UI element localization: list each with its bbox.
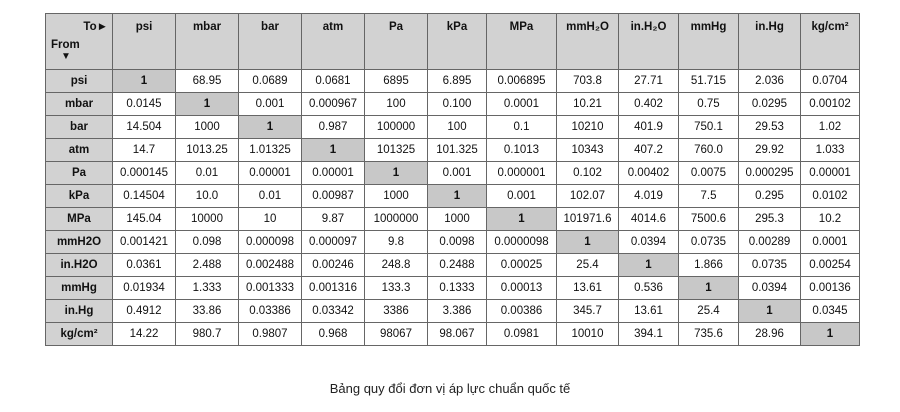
table-cell: 14.7: [113, 139, 176, 162]
table-cell: 394.1: [619, 323, 679, 346]
table-row: [46, 300, 860, 323]
table-cell: 0.0689: [239, 70, 302, 93]
table-cell: 0.000001: [487, 162, 557, 185]
table-cell: 0.1013: [487, 139, 557, 162]
row-header: MPa: [46, 208, 113, 231]
table-cell: 0.001316: [302, 277, 365, 300]
table-cell: 10: [239, 208, 302, 231]
table-cell: 0.4912: [113, 300, 176, 323]
row-header: Pa: [46, 162, 113, 185]
table-cell: 29.92: [739, 139, 801, 162]
table-cell: 0.001421: [113, 231, 176, 254]
table-cell: 10.2: [801, 208, 860, 231]
table-cell: 2.488: [176, 254, 239, 277]
table-cell: 750.1: [679, 116, 739, 139]
column-header: atm: [302, 14, 365, 70]
table-cell: 0.9807: [239, 323, 302, 346]
conversion-table-wrapper: [45, 13, 860, 346]
column-header: mbar: [176, 14, 239, 70]
table-cell: 0.0001: [487, 93, 557, 116]
table-cell: 0.006895: [487, 70, 557, 93]
table-cell: 98.067: [428, 323, 487, 346]
table-cell: 3.386: [428, 300, 487, 323]
row-header: in.Hg: [46, 300, 113, 323]
column-header: Pa: [365, 14, 428, 70]
table-body: [46, 70, 860, 346]
table-cell: 10.0: [176, 185, 239, 208]
table-cell: 0.0735: [739, 254, 801, 277]
table-cell: 0.00402: [619, 162, 679, 185]
table-cell: 0.03342: [302, 300, 365, 323]
table-cell: 0.0075: [679, 162, 739, 185]
table-cell: 0.536: [619, 277, 679, 300]
table-cell: 0.0145: [113, 93, 176, 116]
table-cell: 1.033: [801, 139, 860, 162]
table-cell: 0.0681: [302, 70, 365, 93]
table-cell: 0.2488: [428, 254, 487, 277]
table-row: [46, 277, 860, 300]
to-label: To: [83, 21, 97, 33]
table-cell: 407.2: [619, 139, 679, 162]
table-cell: 1.333: [176, 277, 239, 300]
table-cell: 345.7: [557, 300, 619, 323]
table-cell: 0.0394: [739, 277, 801, 300]
table-cell: 10000: [176, 208, 239, 231]
table-cell: 13.61: [557, 277, 619, 300]
table-cell: 0.0001: [801, 231, 860, 254]
table-row: [46, 116, 860, 139]
table-cell: 0.00001: [239, 162, 302, 185]
table-cell: 0.75: [679, 93, 739, 116]
table-cell: 3386: [365, 300, 428, 323]
table-cell: 0.00987: [302, 185, 365, 208]
row-header: mmH2O: [46, 231, 113, 254]
column-header: mmHg: [679, 14, 739, 70]
table-cell: 133.3: [365, 277, 428, 300]
table-cell: 760.0: [679, 139, 739, 162]
table-cell: 0.1: [487, 116, 557, 139]
table-cell: 0.402: [619, 93, 679, 116]
table-cell: 0.00289: [739, 231, 801, 254]
diagonal-cell: 1: [557, 231, 619, 254]
diagonal-cell: 1: [619, 254, 679, 277]
table-cell: 0.00025: [487, 254, 557, 277]
table-cell: 0.00013: [487, 277, 557, 300]
table-cell: 102.07: [557, 185, 619, 208]
table-cell: 0.00001: [801, 162, 860, 185]
table-cell: 9.8: [365, 231, 428, 254]
table-cell: 0.0981: [487, 323, 557, 346]
table-cell: 0.0394: [619, 231, 679, 254]
table-cell: 100000: [365, 116, 428, 139]
column-header: MPa: [487, 14, 557, 70]
table-cell: 0.0102: [801, 185, 860, 208]
row-header: bar: [46, 116, 113, 139]
table-cell: 6895: [365, 70, 428, 93]
corner-header: [46, 14, 113, 70]
table-row: [46, 208, 860, 231]
table-cell: 0.00102: [801, 93, 860, 116]
table-cell: 0.987: [302, 116, 365, 139]
diagonal-cell: 1: [801, 323, 860, 346]
table-cell: 0.100: [428, 93, 487, 116]
table-cell: 100: [365, 93, 428, 116]
table-cell: 29.53: [739, 116, 801, 139]
table-row: [46, 93, 860, 116]
table-cell: 1.02: [801, 116, 860, 139]
table-cell: 14.22: [113, 323, 176, 346]
table-cell: 10210: [557, 116, 619, 139]
table-cell: 0.00254: [801, 254, 860, 277]
diagonal-cell: 1: [176, 93, 239, 116]
table-row: [46, 162, 860, 185]
table-cell: 0.000295: [739, 162, 801, 185]
table-cell: 0.001: [239, 93, 302, 116]
table-cell: 1000000: [365, 208, 428, 231]
column-header: mmH₂O: [557, 14, 619, 70]
table-cell: 0.968: [302, 323, 365, 346]
row-header: mbar: [46, 93, 113, 116]
table-cell: 0.295: [739, 185, 801, 208]
table-cell: 0.01: [239, 185, 302, 208]
table-cell: 28.96: [739, 323, 801, 346]
table-cell: 0.001333: [239, 277, 302, 300]
table-row: [46, 254, 860, 277]
table-cell: 68.95: [176, 70, 239, 93]
diagonal-cell: 1: [679, 277, 739, 300]
table-cell: 0.001: [428, 162, 487, 185]
row-header: kg/cm²: [46, 323, 113, 346]
table-cell: 0.0735: [679, 231, 739, 254]
table-cell: 0.03386: [239, 300, 302, 323]
table-cell: 25.4: [557, 254, 619, 277]
pressure-conversion-table: [45, 13, 860, 346]
table-caption: Bảng quy đổi đơn vị áp lực chuẩn quốc tế: [329, 381, 571, 396]
table-cell: 4.019: [619, 185, 679, 208]
column-header: in.H₂O: [619, 14, 679, 70]
table-cell: 25.4: [679, 300, 739, 323]
table-cell: 1013.25: [176, 139, 239, 162]
header-row: [46, 14, 860, 70]
table-cell: 0.002488: [239, 254, 302, 277]
table-row: [46, 323, 860, 346]
table-cell: 295.3: [739, 208, 801, 231]
diagonal-cell: 1: [239, 116, 302, 139]
row-header: mmHg: [46, 277, 113, 300]
diagonal-cell: 1: [739, 300, 801, 323]
table-cell: 735.6: [679, 323, 739, 346]
table-cell: 101.325: [428, 139, 487, 162]
table-cell: 0.102: [557, 162, 619, 185]
table-cell: 1000: [365, 185, 428, 208]
table-cell: 0.000967: [302, 93, 365, 116]
table-cell: 0.098: [176, 231, 239, 254]
table-cell: 0.1333: [428, 277, 487, 300]
table-cell: 0.00136: [801, 277, 860, 300]
table-cell: 6.895: [428, 70, 487, 93]
table-cell: 145.04: [113, 208, 176, 231]
table-cell: 248.8: [365, 254, 428, 277]
table-cell: 33.86: [176, 300, 239, 323]
table-cell: 0.000098: [239, 231, 302, 254]
column-header: kPa: [428, 14, 487, 70]
table-cell: 10.21: [557, 93, 619, 116]
table-cell: 51.715: [679, 70, 739, 93]
table-cell: 7.5: [679, 185, 739, 208]
table-row: [46, 139, 860, 162]
column-header: in.Hg: [739, 14, 801, 70]
table-cell: 98067: [365, 323, 428, 346]
table-cell: 0.00001: [302, 162, 365, 185]
table-cell: 1.866: [679, 254, 739, 277]
table-cell: 9.87: [302, 208, 365, 231]
table-cell: 14.504: [113, 116, 176, 139]
table-cell: 0.000145: [113, 162, 176, 185]
row-header: atm: [46, 139, 113, 162]
table-row: [46, 185, 860, 208]
table-cell: 703.8: [557, 70, 619, 93]
diagonal-cell: 1: [487, 208, 557, 231]
table-cell: 101325: [365, 139, 428, 162]
table-cell: 1.01325: [239, 139, 302, 162]
down-arrow-icon: ▼: [61, 51, 71, 62]
table-row: [46, 231, 860, 254]
table-cell: 0.000097: [302, 231, 365, 254]
row-header: kPa: [46, 185, 113, 208]
diagonal-cell: 1: [302, 139, 365, 162]
table-cell: 1000: [176, 116, 239, 139]
diagonal-cell: 1: [428, 185, 487, 208]
table-cell: 0.00386: [487, 300, 557, 323]
table-cell: 2.036: [739, 70, 801, 93]
table-cell: 0.001: [487, 185, 557, 208]
from-label: From: [51, 39, 80, 51]
table-cell: 100: [428, 116, 487, 139]
table-cell: 0.0098: [428, 231, 487, 254]
table-cell: 0.14504: [113, 185, 176, 208]
table-cell: 101971.6: [557, 208, 619, 231]
diagonal-cell: 1: [365, 162, 428, 185]
table-cell: 0.0361: [113, 254, 176, 277]
table-cell: 0.0345: [801, 300, 860, 323]
table-cell: 10010: [557, 323, 619, 346]
diagonal-cell: 1: [113, 70, 176, 93]
table-cell: 13.61: [619, 300, 679, 323]
table-cell: 0.00246: [302, 254, 365, 277]
table-cell: 4014.6: [619, 208, 679, 231]
table-cell: 10343: [557, 139, 619, 162]
table-cell: 0.0000098: [487, 231, 557, 254]
table-cell: 0.01: [176, 162, 239, 185]
table-cell: 27.71: [619, 70, 679, 93]
table-cell: 0.0295: [739, 93, 801, 116]
table-cell: 0.01934: [113, 277, 176, 300]
table-cell: 401.9: [619, 116, 679, 139]
table-cell: 1000: [428, 208, 487, 231]
table-cell: 980.7: [176, 323, 239, 346]
table-row: [46, 70, 860, 93]
right-arrow-icon: ►: [96, 21, 108, 33]
row-header: in.H2O: [46, 254, 113, 277]
row-header: psi: [46, 70, 113, 93]
column-header: bar: [239, 14, 302, 70]
column-header: psi: [113, 14, 176, 70]
column-header: kg/cm²: [801, 14, 860, 70]
table-cell: 7500.6: [679, 208, 739, 231]
table-cell: 0.0704: [801, 70, 860, 93]
